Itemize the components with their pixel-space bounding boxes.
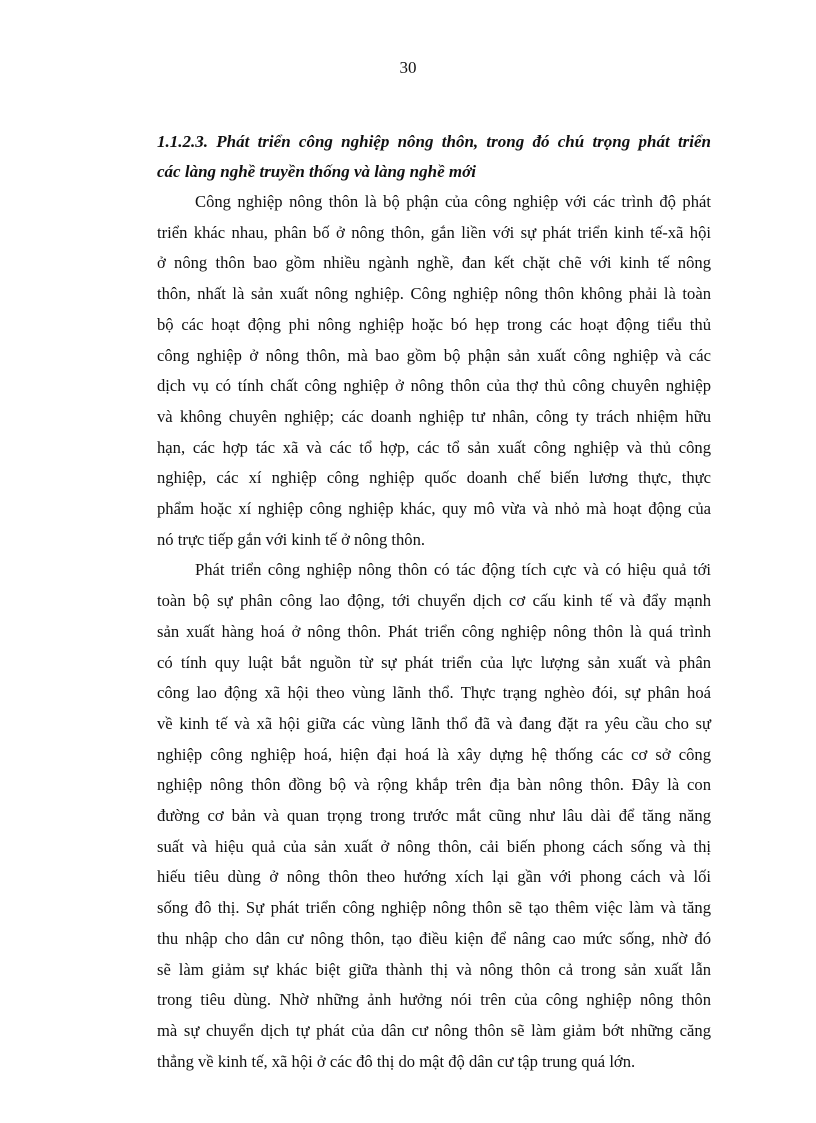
paragraph — [157, 187, 711, 555]
paragraph-line: sản xuất hàng hoá ở nông thôn. Phát triển công nghiệp nông thôn là quá trình — [157, 621, 711, 641]
paragraph-line: công lao động xã hội theo vùng lãnh thổ. Thực trạng nghèo đói, sự phân hoá — [157, 683, 711, 703]
paragraph-line: toàn bộ sự phân công lao động, tới chuyển dịch cơ cấu kinh tế và đẩy mạnh — [157, 591, 711, 611]
paragraph-line: nghiệp công nghiệp hoá, hiện đại hoá là xây dựng hệ thống các cơ sở công — [157, 744, 711, 764]
section-heading — [157, 127, 711, 187]
paragraph-line: trong tiêu dùng. Nhờ những ảnh hưởng nói trên của công nghiệp nông thôn — [157, 990, 711, 1010]
body-text — [157, 187, 711, 1077]
paragraph — [157, 555, 711, 1077]
paragraph-line: Phát triển công nghiệp nông thôn có tác động tích cực và có hiệu quả tới — [195, 560, 711, 580]
paragraph-line: dịch vụ có tính chất công nghiệp ở nông thôn của thợ thủ công chuyên nghiệp — [157, 376, 711, 396]
paragraph-line: thẳng về kinh tế, xã hội ở các đô thị do mật độ dân cư tập trung quá lớn. — [157, 1051, 636, 1071]
paragraph-line: về kinh tế và xã hội giữa các vùng lãnh thổ đã và đang đặt ra yêu cầu cho sự — [157, 713, 711, 733]
paragraph-line: sống đô thị. Sự phát triển công nghiệp nông thôn sẽ tạo thêm việc làm và tăng — [157, 898, 711, 918]
paragraph-line: thôn, nhất là sản xuất nông nghiệp. Công nghiệp nông thôn không phải là toàn — [157, 284, 711, 304]
page-number: 30 — [399, 58, 417, 77]
paragraph-line: nghiệp nông thôn đồng bộ và rộng khắp trên địa bàn nông thôn. Đây là con — [157, 775, 711, 795]
paragraph-line: ở nông thôn bao gồm nhiều ngành nghề, đan kết chặt chẽ với kinh tế nông — [157, 253, 711, 273]
paragraph-line: công nghiệp ở nông thôn, mà bao gồm bộ phận sản xuất công nghiệp và các — [157, 345, 711, 365]
paragraph-line: nó trực tiếp gắn với kinh tế ở nông thôn. — [157, 529, 426, 549]
paragraph-line: mà sự chuyển dịch tự phát của dân cư nông thôn sẽ làm giảm bớt những căng — [157, 1020, 711, 1040]
paragraph-line: phẩm hoặc xí nghiệp công nghiệp khác, quy mô vừa và nhỏ mà hoạt động của — [157, 499, 711, 519]
page-content — [157, 127, 711, 1077]
paragraph-line: hạn, các hợp tác xã và các tổ hợp, các tổ sản xuất công nghiệp và thủ công — [157, 437, 711, 457]
section-heading-line: 1.1.2.3. Phát triển công nghiệp nông thôn, trong đó chú trọng phát triển — [157, 132, 711, 151]
paragraph-line: thu nhập cho dân cư nông thôn, tạo điều kiện để nâng cao mức sống, nhờ đó — [157, 928, 711, 948]
paragraph-line: Công nghiệp nông thôn là bộ phận của công nghiệp với các trình độ phát — [195, 192, 711, 211]
paragraph-line: có tính quy luật bắt nguồn từ sự phát triển của lực lượng sản xuất và phân — [157, 652, 711, 672]
paragraph-line: triển khác nhau, phân bố ở nông thôn, gắn liền với sự phát triển kinh tế-xã hội — [157, 222, 711, 242]
paragraph-line: hiếu tiêu dùng ở nông thôn theo hướng xích lại gần với phong cách và lối — [157, 867, 711, 887]
paragraph-line: sẽ làm giảm sự khác biệt giữa thành thị và nông thôn cả trong sản xuất lẫn — [157, 959, 711, 979]
paragraph-line: nghiệp, các xí nghiệp công nghiệp quốc doanh chế biến lương thực, thực — [157, 468, 711, 488]
section-heading-line: các làng nghề truyền thống và làng nghề mới — [157, 162, 476, 181]
paragraph-line: bộ các hoạt động phi nông nghiệp hoặc bó hẹp trong các hoạt động tiểu thủ — [157, 314, 711, 334]
paragraph-line: đường cơ bản và quan trọng trong trước mắt cũng như lâu dài để tăng năng — [157, 806, 711, 826]
paragraph-line: suất và hiệu quả của sản xuất ở nông thôn, cải biến phong cách sống và thị — [157, 836, 711, 856]
paragraph-line: và không chuyên nghiệp; các doanh nghiệp tư nhân, công ty trách nhiệm hữu — [157, 406, 711, 426]
